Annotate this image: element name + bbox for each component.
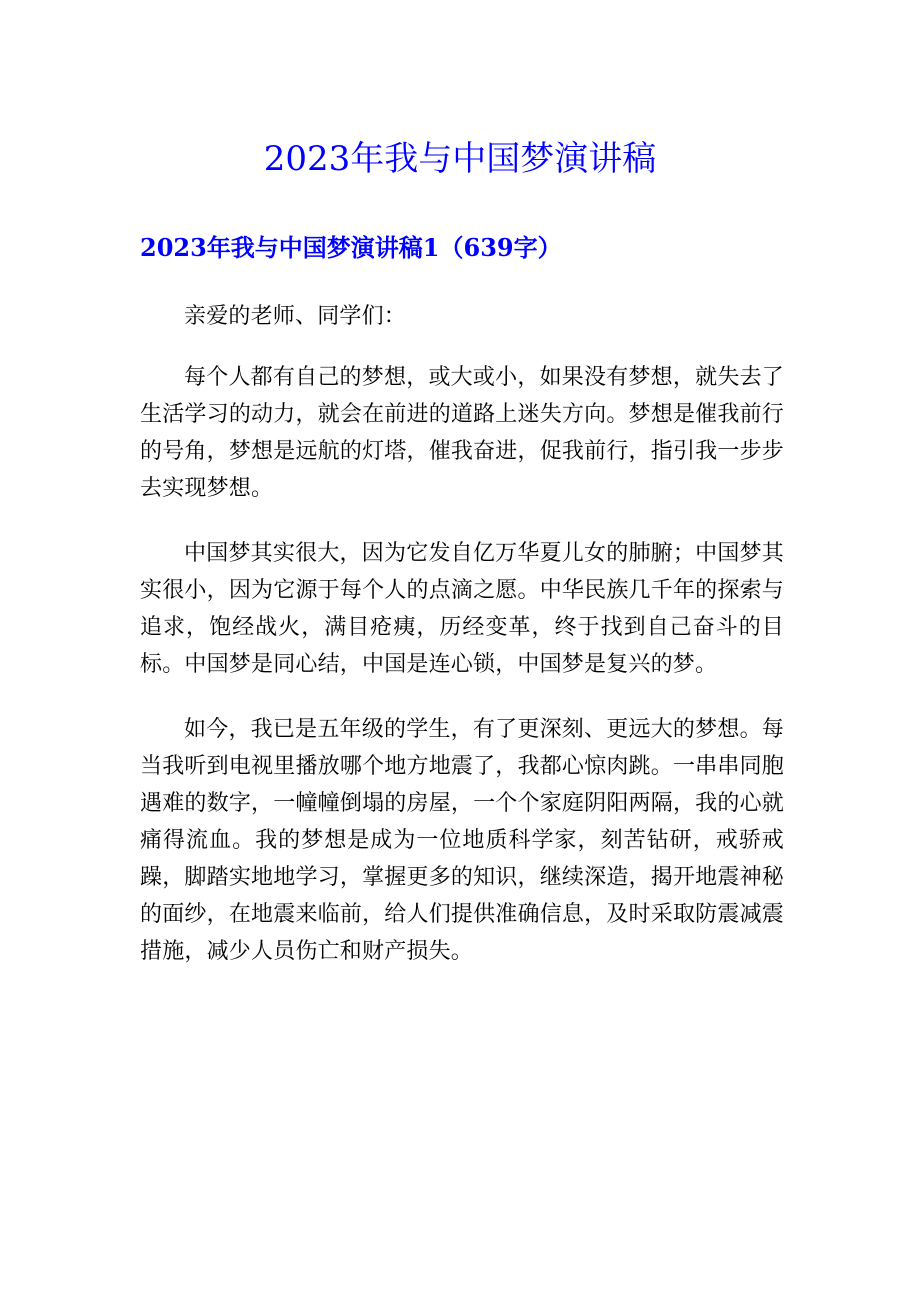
paragraph-3: 如今，我已是五年级的学生，有了更深刻、更远大的梦想。每当我听到电视里播放哪个地方地震了，我都心惊肉跳。一串串同胞遇难的数字，一幢幢倒塌的房屋，一个个家庭阴阳两隔，我的心就痛得流血。我的梦想是成为一位地质科学家，刻苦钻研，戒骄戒躁，脚踏实地地学习，掌握更多的知识，继续深造，揭开地震神秘的面纱，在地震来临前，给人们提供准确信息，及时采取防震减震措施，减少人员伤亡和财产损失。	[140, 717, 784, 964]
paragraph-1: 每个人都有自己的梦想，或大或小，如果没有梦想，就失去了生活学习的动力，就会在前进的道路上迷失方向。梦想是催我前行的号角，梦想是远航的灯塔，催我奋进，促我前行，指引我一步步去实现梦想。	[140, 365, 784, 501]
document-title: 2023年我与中国梦演讲稿	[263, 139, 657, 179]
section-heading: 2023年我与中国梦演讲稿1（639字）	[140, 233, 562, 262]
document-body	[140, 298, 784, 998]
paragraph-greeting: 亲爱的老师、同学们：	[184, 304, 407, 329]
paragraph-2: 中国梦其实很大，因为它发自亿万华夏儿女的肺腑；中国梦其实很小，因为它源于每个人的点滴之愿。中华民族几千年的探索与追求，饱经战火，满目疮痍，历经变革，终于找到自己奋斗的目标。中国梦是同心结，中国是连心锁，中国梦是复兴的梦。	[140, 541, 784, 677]
